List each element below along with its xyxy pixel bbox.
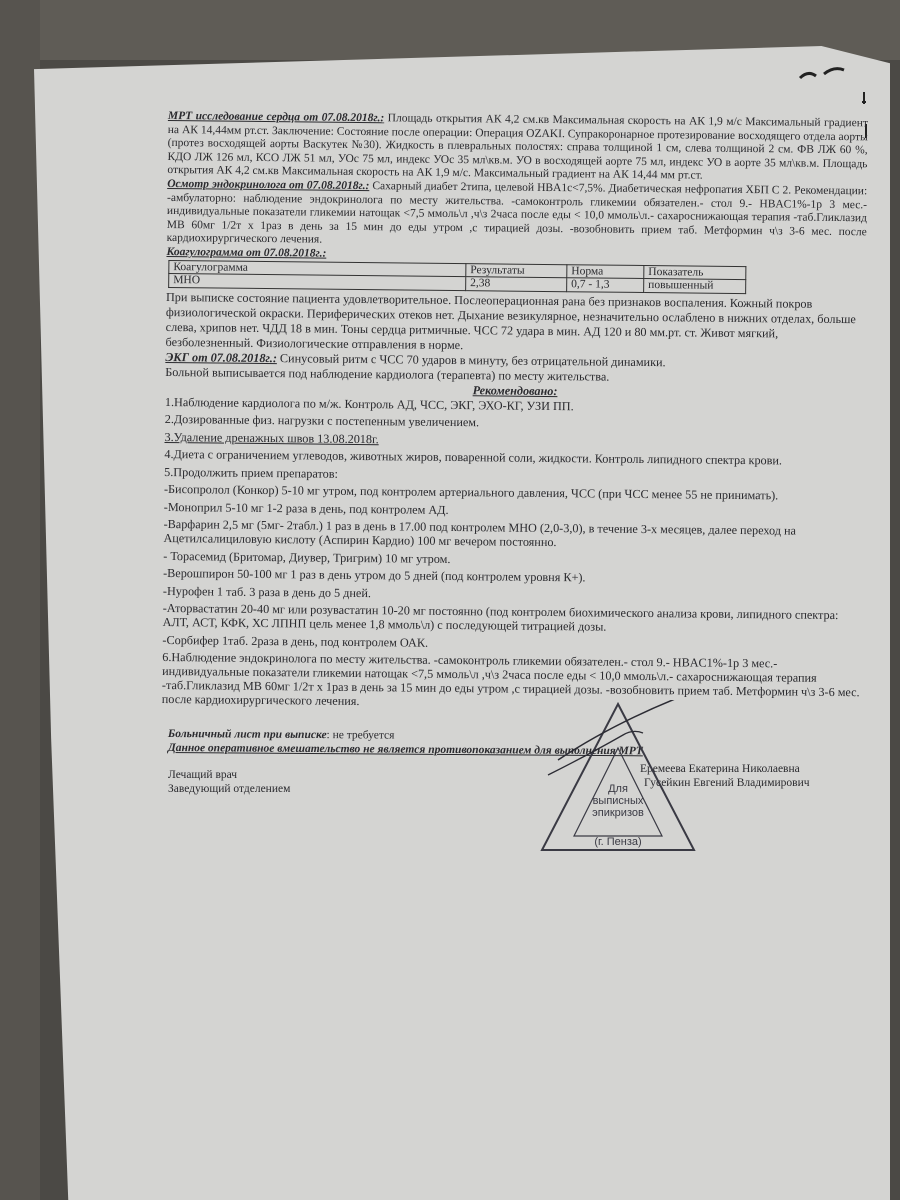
list-item: -Нурофен 1 таб. 3 раза в день до 5 дней.: [162, 583, 372, 600]
list-item: 4.Диета с ограничением углеводов, животных жиров, поваренной соли, жидкости. Контроль липидного спектра крови.: [164, 447, 783, 468]
sick-leave-value: : не требуется: [326, 729, 395, 742]
list-item: -Бисопролол (Конкор) 5-10 мг утром, под контролем артериального давления, ЧСС (при ЧСС менее 55 не принимать).: [163, 482, 779, 503]
discharged-note: Больной выписывается под наблюдение кардиолога (терапевта) по месту жительства.: [165, 364, 610, 384]
coag-cell: 2,38: [466, 277, 567, 292]
coag-cell: МНО: [169, 274, 466, 291]
list-item: -Варфарин 2,5 мг (5мг- 2табл.) 1 раз в день в 17.00 под контролем МНО (2,0-3,0), в течение 3-х месяцев, далее переход на Ацетилсалициловую кислоту (Аспирин Кардио) 100 мг вечером постоянно.: [163, 517, 796, 550]
coag-col-4: Показатель: [644, 265, 746, 280]
mri-note: Данное оперативное вмешательство не является противопоказанием для выполнения МРТ: [167, 741, 643, 758]
footer-block: [168, 727, 868, 760]
stamp-line: выписных: [592, 795, 644, 807]
recommendations-list: [162, 395, 865, 714]
head-label: Заведующий отделением: [168, 783, 291, 795]
endo-text: Сахарный диабет 2типа, целевой HBA1c<7,5%. Диабетическая нефропатия ХБП С 2. Рекомендации: -амбулаторно: наблюдение эндокринолога по месту жительства. -самоконтроль гликемии обязателен.- стол 9.- HBAC1%-1р 3 мес.-индивидуальные показатели гликемии натощак <7,5 ммоль\л ,ч\з 2часа после еды < 10,0 ммоль\л.- сахароснижающая терапия -таб.Гликлазид МВ 60мг 1/2т х 1раз в день за 15 мин до еды утром ,с тирацией дозы. -возобновить прием таб. Метформин ч\з 3-6 мес. после кардиохирургического лечения.: [166, 180, 868, 246]
coag-col-1: Коагулограмма: [169, 260, 466, 277]
coag-table: [168, 260, 746, 294]
sick-leave-label: Больничный лист при выписке: [167, 728, 327, 742]
mri-heading: МРТ исследование сердца от 07.08.2018г.:: [167, 110, 385, 125]
coag-col-3: Норма: [567, 264, 644, 278]
list-item: 3.Удаление дренажных швов 13.08.2018г.: [164, 429, 379, 446]
coag-cell: 0,7 - 1,3: [567, 278, 644, 292]
background-left: [0, 0, 40, 1200]
list-item: 1.Наблюдение кардиолога по м/ж. Контроль АД, ЧСС, ЭКГ, ЭХО-КГ, УЗИ ПП.: [164, 394, 574, 413]
ecg-text: Синусовый ритм с ЧСС 70 ударов в минуту, без отрицательной динамики.: [279, 350, 666, 369]
coag-col-2: Результаты: [466, 263, 567, 278]
coag-cell: повышенный: [644, 279, 746, 294]
document-body: [162, 110, 868, 717]
mri-text: Площадь открытия АК 4,2 см.кв Максимальная скорость на АК 1,9 м/с Максимальный градиент на АК 14,44мм рт.ст. Заключение: Состояние после операции: Операция OZAKI. Супракоронарное протезирование восходящего отдела аорты (протез восходящей аорты Васкутек №30). Жидкость в плевральных полостях: справа толщиной 1 см, слева толщиной 2 см. ФВ ЛЖ 60 %, КДО ЛЖ 126 мл, КСО ЛЖ 51 мл, УОс 75 мл, индекс УОс 35 мл\кв.м. УО в восходящей аорте 75 мл, индекс УО в аорте 35 мл\кв.м. Площадь открытия АК 4,2 см.кв Максимальная скорость на АК 1,9 м/с. Максимальный градиент на АК 14,44 мм рт.ст.: [167, 112, 868, 182]
list-item: 2.Дозированные физ. нагрузки с постепенным увеличением.: [164, 412, 480, 430]
list-item: - Торасемид (Бритомар, Диувер, Тригрим) 10 мг утром.: [163, 548, 451, 566]
signature-mark: [558, 700, 698, 760]
stamp-line: Для: [608, 783, 628, 795]
stamp-line: эпикризов: [592, 807, 644, 819]
recommended-heading: Рекомендовано:: [472, 382, 558, 398]
mri-section: [167, 110, 868, 185]
list-item: -Аторвастатин 20-40 мг или розувастатин 10-20 мг постоянно (под контролем биохимического анализа крови, липидного спектра: АЛТ, АСТ, КФК, ХС ЛПНП цель менее 1,8 ммоль\л) с последующей титрацией дозы.: [162, 601, 839, 634]
ecg-heading: ЭКГ от 07.08.2018г.:: [165, 349, 278, 365]
list-item: 6.Наблюдение эндокринолога по месту жительства. -самоконтроль гликемии обязателен.- стол 9.- HBAC1%-1р 3 мес.-индивидуальные показатели гликемии натощак <7,5 ммоль\л ,ч\з 2часа после еды < 10,0 ммоль\л.- сахароснижающая терапия -таб.Гликлазид МВ 60мг 1/2т х 1раз в день за 15 мин до еды утром ,с тирацией дозы. -возобновить прием таб. Метформин ч\з 3-6 мес. после кардиохирургического лечения.: [161, 650, 860, 709]
list-item: 5.Продолжить прием препаратов:: [164, 464, 338, 481]
stamp-city: (г. Пенза): [594, 836, 642, 848]
coag-heading: Коагулограмма от 07.08.2018г.:: [166, 245, 327, 260]
triangle-stamp: [538, 700, 698, 855]
head-name: Гусейкин Евгений Владимирович: [644, 777, 810, 789]
discharge-status: При выписке состояние пациента удовлетворительное. Послеоперационная рана без признаков воспаления. Кожный покров физиологической окраски. Периферических отеков нет. Дыхание везикулярное, незначительно ослаблено в нижних отделах, больше слева, хрипов нет. ЧДД 18 в мин. Тоны сердца ритмичные. ЧСС 72 удара в мин. АД 120 и 80 мм.рт. ст. Живот мягкий, безболезненный. Физиологические отправления в норме.: [165, 289, 856, 352]
doctor-label: Лечащий врач: [168, 769, 238, 781]
doctor-name: Еремеева Екатерина Николаевна: [640, 763, 800, 775]
list-item: -Верошпирон 50-100 мг 1 раз в день утром до 5 дней (под контролем уровня К+).: [163, 566, 586, 585]
list-item: -Сорбифер 1таб. 2раза в день, под контролем ОАК.: [162, 632, 429, 650]
endo-section: [167, 178, 868, 253]
endo-heading: Осмотр эндокринолога от 07.08.2018г.:: [167, 177, 370, 193]
list-item: -Моноприл 5-10 мг 1-2 раза в день, под контролем АД.: [163, 499, 449, 517]
